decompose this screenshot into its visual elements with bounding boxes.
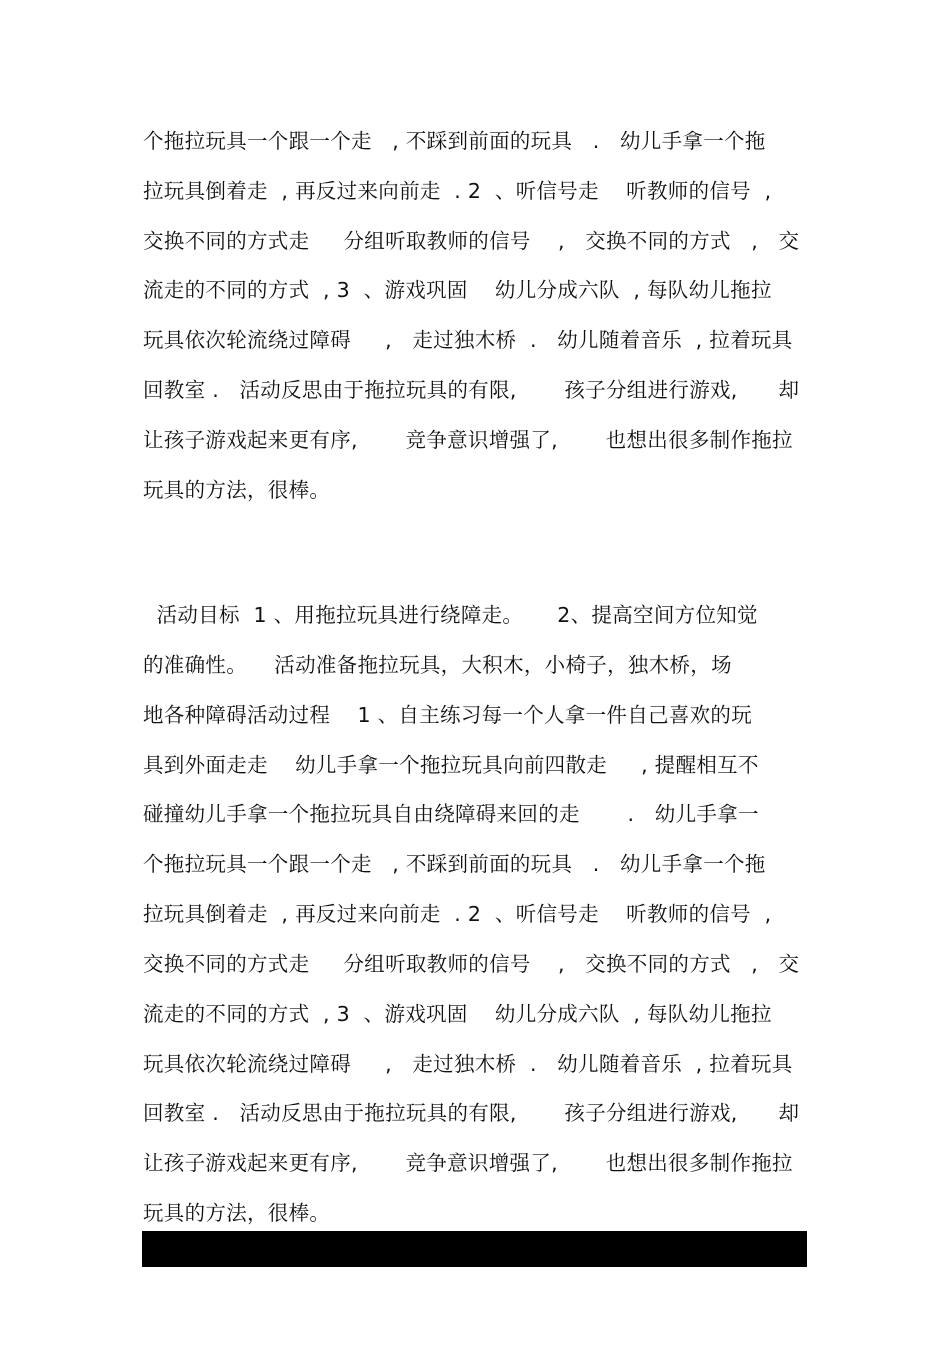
text-line: 让孩子游戏起来更有序, 竞争意识增强了, 也想出很多制作拖拉 — [143, 428, 793, 452]
text-line: 的准确性。 活动准备拖拉玩具，大积木，小椅子，独木桥，场 — [143, 653, 732, 677]
text-line: 玩具的方法，很棒。 — [143, 1201, 331, 1225]
text-line: 地各种障碍活动过程 1 、自主练习每一个人拿一件自己喜欢的玩 — [143, 703, 753, 727]
text-line: 玩具依次轮流绕过障碍 , 走过独木桥 . 幼儿随着音乐 , 拉着玩具 — [143, 1052, 793, 1076]
text-line: 拉玩具倒着走 , 再反过来向前走 . 2 、听信号走 听教师的信号 , — [143, 902, 772, 926]
text-line: 个拖拉玩具一个跟一个走 , 不踩到前面的玩具 . 幼儿手拿一个拖 — [143, 129, 766, 153]
text-line: 流走的不同的方式 , 3 、游戏巩固 幼儿分成六队 , 每队幼儿拖拉 — [143, 278, 772, 302]
text-line: 个拖拉玩具一个跟一个走 , 不踩到前面的玩具 . 幼儿手拿一个拖 — [143, 852, 766, 876]
text-line: 拉玩具倒着走 , 再反过来向前走 . 2 、听信号走 听教师的信号 , — [143, 179, 772, 203]
text-line: 玩具的方法，很棒。 — [143, 478, 331, 502]
text-line: 活动目标 1 、用拖拉玩具进行绕障走。 2、提高空间方位知觉 — [143, 603, 758, 627]
text-line: 具到外面走走 幼儿手拿一个拖拉玩具向前四散走 , 提醒相互不 — [143, 753, 759, 777]
text-line: 交换不同的方式走 分组听取教师的信号 , 交换不同的方式 , 交 — [143, 229, 800, 253]
text-line: 流走的不同的方式 , 3 、游戏巩固 幼儿分成六队 , 每队幼儿拖拉 — [143, 1002, 772, 1026]
black-bar — [142, 1231, 807, 1267]
text-line: 回教室 . 活动反思由于拖拉玩具的有限, 孩子分组进行游戏, 却 — [143, 1101, 800, 1125]
text-line: 让孩子游戏起来更有序, 竞争意识增强了, 也想出很多制作拖拉 — [143, 1151, 793, 1175]
text-line: 交换不同的方式走 分组听取教师的信号 , 交换不同的方式 , 交 — [143, 952, 800, 976]
text-line: 回教室 . 活动反思由于拖拉玩具的有限, 孩子分组进行游戏, 却 — [143, 378, 800, 402]
text-line: 碰撞幼儿手拿一个拖拉玩具自由绕障碍来回的走 . 幼儿手拿一 — [143, 802, 759, 826]
text-line: 玩具依次轮流绕过障碍 , 走过独木桥 . 幼儿随着音乐 , 拉着玩具 — [143, 328, 793, 352]
